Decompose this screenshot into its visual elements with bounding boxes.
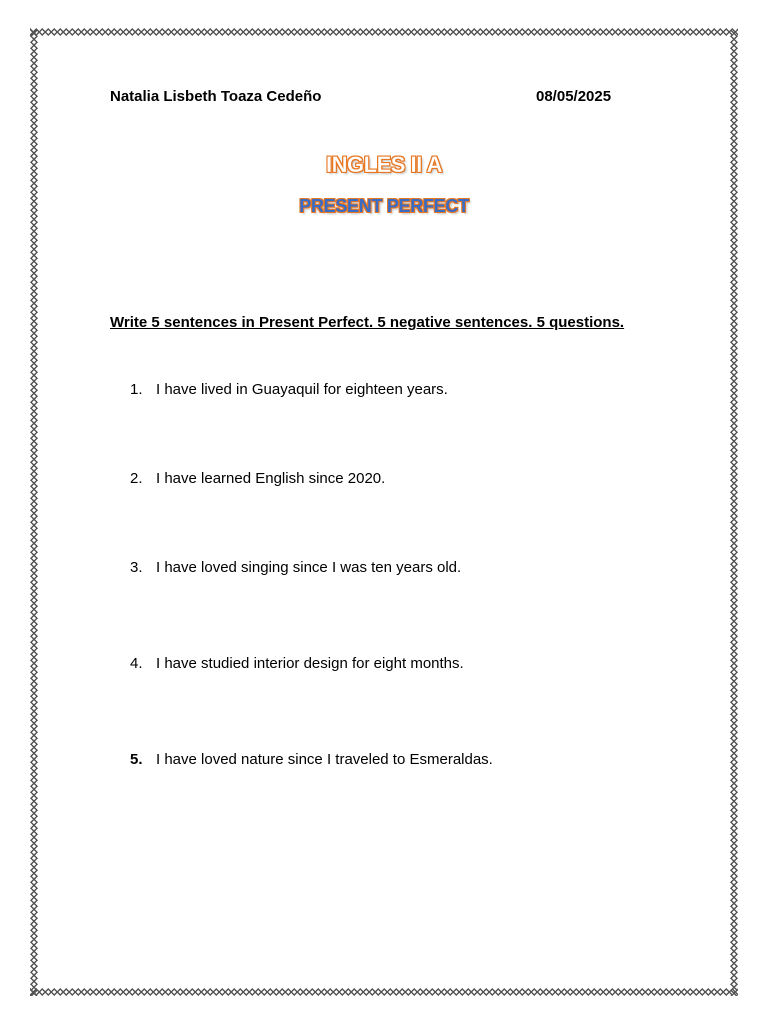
list-item-text: I have studied interior design for eight months. (156, 655, 464, 672)
list-item (130, 751, 493, 768)
student-name: Natalia Lisbeth Toaza Cedeño (110, 88, 322, 105)
list-item-number: 3. (130, 559, 143, 576)
list-item-number: 4. (130, 655, 143, 672)
list-item (130, 655, 464, 672)
list-item-number: 2. (130, 470, 143, 487)
course-title: INGLES II A (326, 152, 442, 177)
list-item-number: 1. (130, 381, 143, 398)
document-date: 08/05/2025 (536, 88, 612, 105)
list-item-number: 5. (130, 751, 143, 768)
list-item-text: I have loved singing since I was ten years old. (156, 559, 462, 576)
page-border-top (30, 28, 738, 36)
list-item-text: I have learned English since 2020. (156, 470, 386, 487)
list-item-text: I have lived in Guayaquil for eighteen years. (156, 381, 448, 398)
assignment-instructions: Write 5 sentences in Present Perfect. 5 negative sentences. 5 questions. (110, 314, 625, 331)
list-item (130, 470, 385, 487)
list-item (130, 559, 461, 576)
list-item-text: I have loved nature since I traveled to Esmeraldas. (156, 751, 493, 768)
page-border-bottom (30, 988, 738, 996)
topic-title: PRESENT PERFECT (299, 196, 469, 216)
list-item (130, 381, 448, 398)
